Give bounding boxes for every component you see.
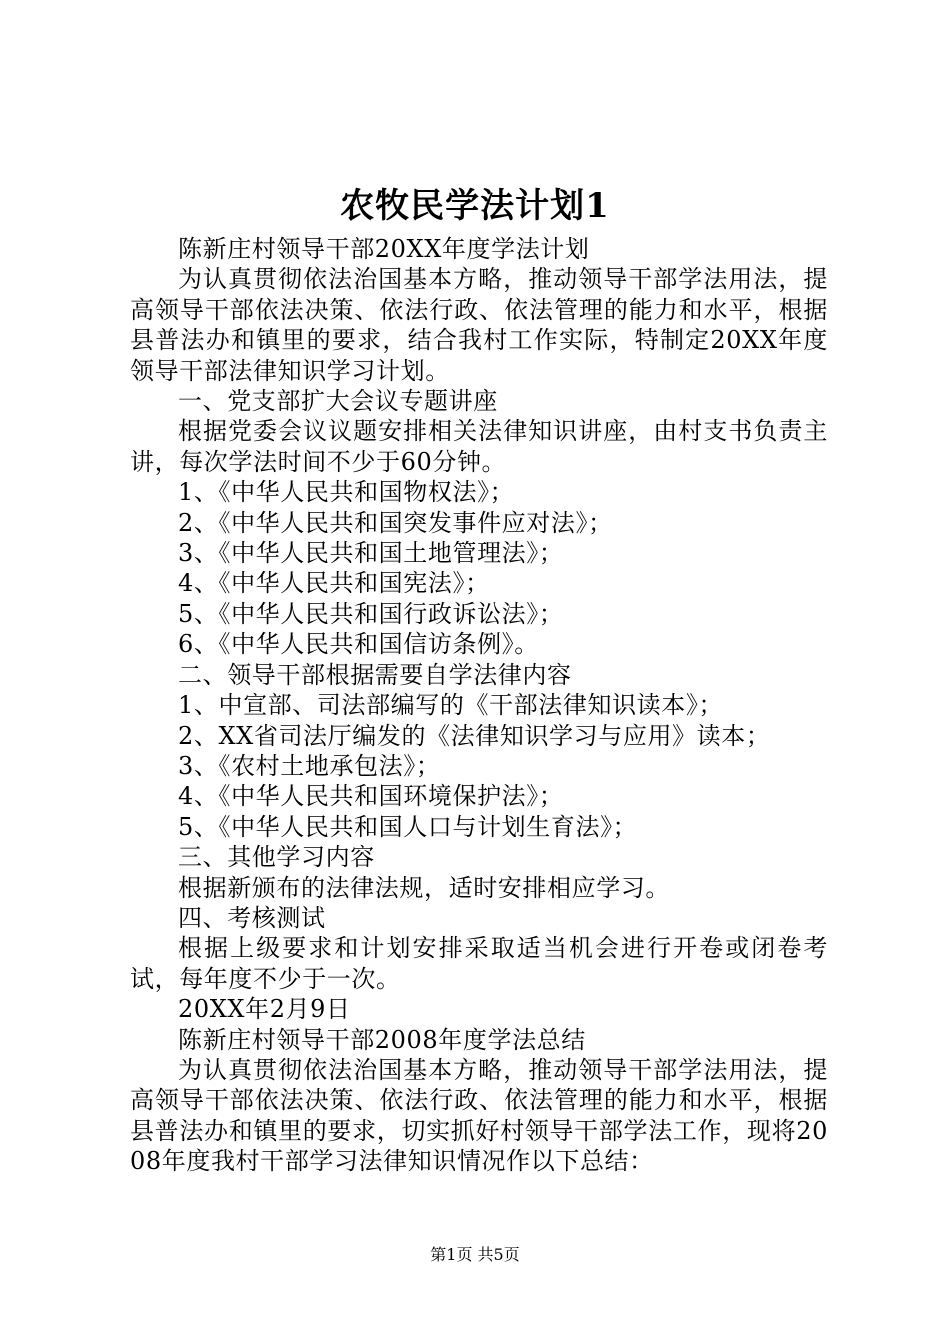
section-heading: 一、党支部扩大会议专题讲座 <box>178 387 498 416</box>
list-item: 4、《中华人民共和国环境保护法》； <box>178 782 564 811</box>
list-item: 2、XX省司法厅编发的《法律知识学习与应用》读本； <box>178 721 771 750</box>
list-item: 3、《农村土地承包法》； <box>178 751 441 780</box>
list-item: 1、中宣部、司法部编写的《干部法律知识读本》； <box>178 691 724 720</box>
paragraph: 为认真贯彻依法治国基本方略，推动领导干部学法用法，提高领导干部依法决策、依法行政、依法管理的能力和水平，根据县普法办和镇里的要求，切实抓好村领导干部学法工作，现将2008年度我村干部学习法律知识情况作以下总结： <box>130 1055 828 1176</box>
list-item: 5、《中华人民共和国人口与计划生育法》； <box>178 812 638 841</box>
list-item: 6、《中华人民共和国信访条例》。 <box>178 630 539 659</box>
paragraph: 根据新颁布的法律法规，适时安排相应学习。 <box>178 873 670 902</box>
section-heading: 二、领导干部根据需要自学法律内容 <box>178 660 572 689</box>
list-item: 4、《中华人民共和国宪法》； <box>178 569 490 598</box>
document-body <box>130 234 828 1177</box>
list-item: 5、《中华人民共和国行政诉讼法》； <box>178 599 564 628</box>
paragraph: 为认真贯彻依法治国基本方略，推动领导干部学法用法，提高领导干部依法决策、依法行政、依法管理的能力和水平，根据县普法办和镇里的要求，结合我村工作实际，特制定20XX年度领导干部法律知识学习计划。 <box>130 265 828 385</box>
list-item: 1、《中华人民共和国物权法》； <box>178 478 515 507</box>
date-line: 20XX年2月9日 <box>178 995 351 1024</box>
paragraph: 根据上级要求和计划安排采取适当机会进行开卷或闭卷考试，每年度不少于一次。 <box>130 934 828 993</box>
list-item: 3、《中华人民共和国土地管理法》； <box>178 539 564 568</box>
paragraph: 陈新庄村领导干部20XX年度学法计划 <box>178 235 590 263</box>
list-item: 2、《中华人民共和国突发事件应对法》； <box>178 508 613 537</box>
section-heading: 三、其他学习内容 <box>178 843 375 872</box>
document-title: 农牧民学法计划1 <box>340 186 610 226</box>
page-number-footer: 第1页 共5页 <box>430 1245 520 1264</box>
section-heading: 四、考核测试 <box>178 903 326 932</box>
paragraph: 根据党委会议议题安排相关法律知识讲座，由村支书负责主讲，每次学法时间不少于60分钟。 <box>130 417 828 476</box>
section-heading: 陈新庄村领导干部2008年度学法总结 <box>178 1025 586 1054</box>
